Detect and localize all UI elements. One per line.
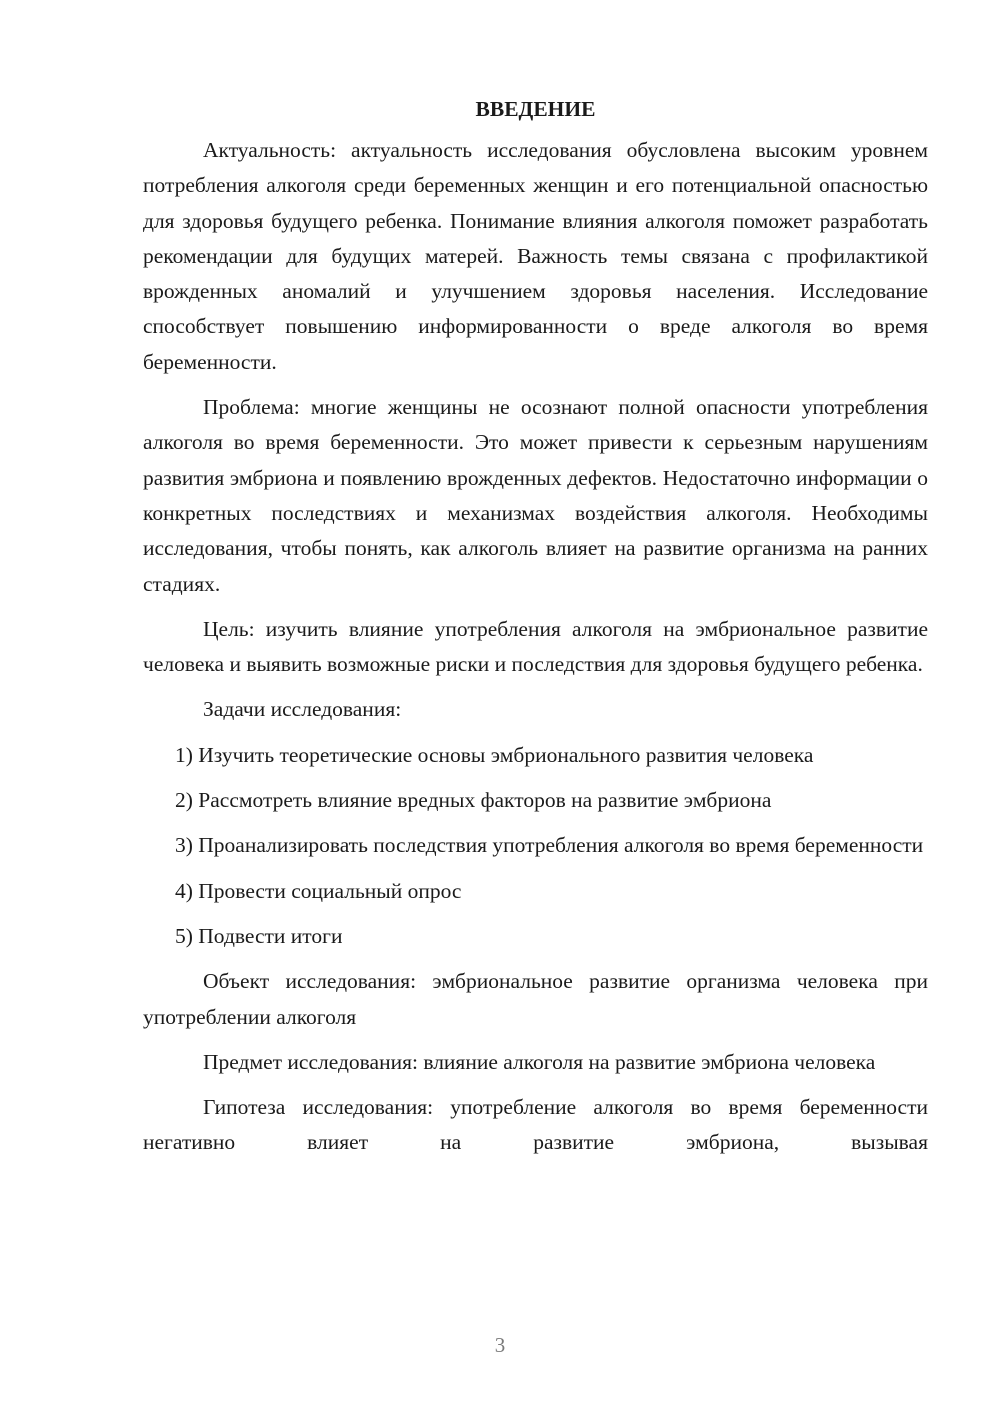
- task-item-2: 2) Рассмотреть влияние вредных факторов на развитие эмбриона: [175, 788, 772, 813]
- paragraph-relevance: Актуальность: актуальность исследования обусловлена высоким уровнем потребления алкоголя среди беременных женщин и его потенциальной опасностью для здоровья будущего ребенка. Понимание влияния алкоголя поможет разработать рекомендации для будущих матерей. Важность темы связана с профилактикой врожденных аномалий и улучшением здоровья населения. Исследование способствует повышению информированности о вреде алкоголя во время беременности.: [143, 138, 928, 374]
- paragraph-subject: Предмет исследования: влияние алкоголя на развитие эмбриона человека: [203, 1049, 876, 1074]
- paragraph-problem: Проблема: многие женщины не осознают полной опасности употребления алкоголя во время беременности. Это может привести к серьезным нарушениям развития эмбриона и появлению врожденных дефектов. Недостаточно информации о конкретных последствиях и механизмах воздействия алкоголя. Необходимы исследования, чтобы понять, как алкоголь влияет на развитие организма на ранних стадиях.: [143, 395, 928, 596]
- page-number: 3: [494, 1333, 506, 1357]
- task-item-5: 5) Подвести итоги: [175, 923, 343, 948]
- tasks-heading: Задачи исследования:: [203, 697, 402, 722]
- task-item-1: 1) Изучить теоретические основы эмбрионального развития человека: [175, 742, 814, 767]
- paragraph-object: Объект исследования: эмбриональное развитие организма человека при употреблении алкоголя: [143, 969, 928, 1029]
- document-page: [143, 92, 928, 1171]
- paragraph-hypothesis: Гипотеза исследования: употребление алкоголя во время беременности негативно влияет на развитие эмбриона, вызывая: [143, 1095, 928, 1155]
- section-title: ВВЕДЕНИЕ: [475, 97, 596, 121]
- task-item-3: 3) Проанализировать последствия употребления алкоголя во время беременности: [175, 833, 924, 858]
- paragraph-goal: Цель: изучить влияние употребления алкоголя на эмбриональное развитие человека и выявить возможные риски и последствия для здоровья будущего ребенка.: [143, 616, 928, 677]
- task-item-4: 4) Провести социальный опрос: [175, 878, 462, 903]
